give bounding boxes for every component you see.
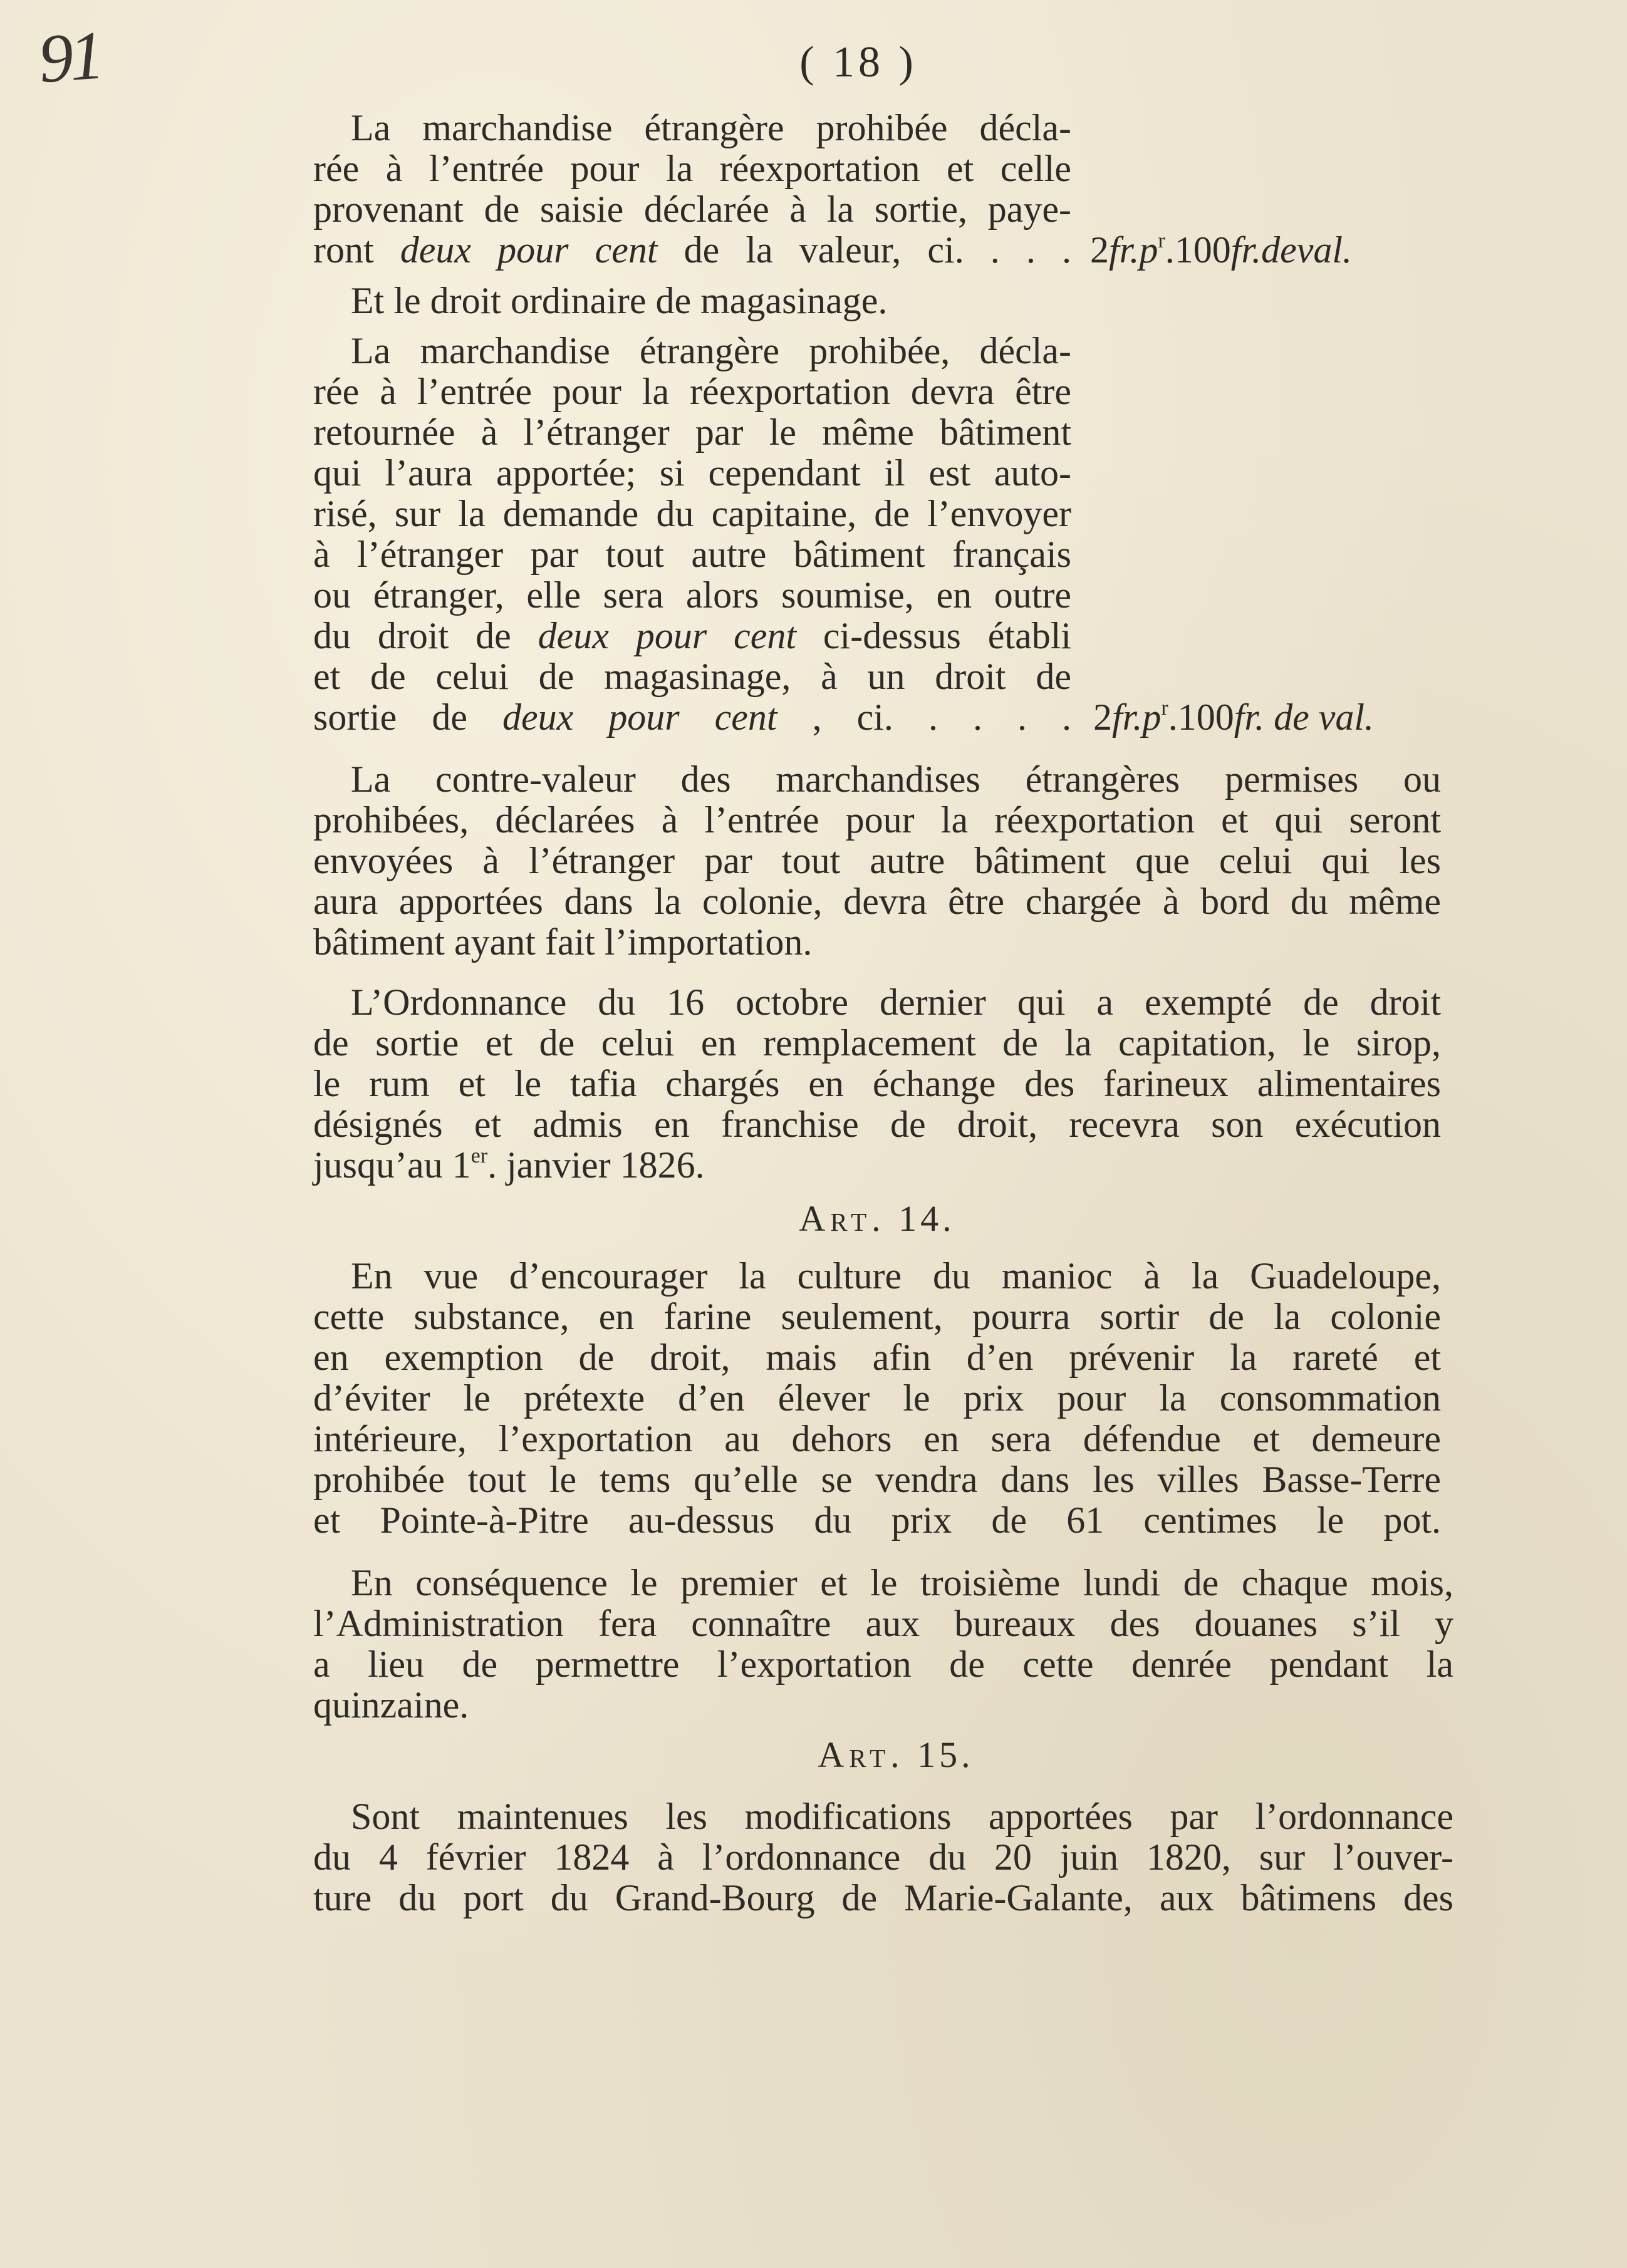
article-label: Art. — [818, 1734, 905, 1775]
paragraph-line: le rum et le tafia chargés en échange des farineux alimentaires — [313, 1063, 1441, 1104]
paragraph-line: ou étranger, elle sera alors soumise, en outre — [313, 574, 1071, 616]
rate-unit: fr. de val. — [1234, 696, 1375, 738]
text-segment: du droit de — [313, 615, 511, 656]
paragraph-line — [313, 616, 1071, 656]
article-label: Art. — [799, 1198, 886, 1239]
paragraph-line: désignés et admis en franchise de droit, recevra son exécution — [313, 1104, 1441, 1145]
article-number: 14. — [898, 1198, 955, 1239]
page-number: ( 18 ) — [799, 38, 917, 86]
paragraph-line: bâtiment ayant fait l’importation. — [313, 921, 813, 963]
text-segment: sortie de — [313, 696, 467, 738]
rate-unit: fr.p — [1112, 696, 1162, 738]
rate-value: 2 — [1090, 229, 1109, 271]
paragraph-6 — [313, 1256, 1441, 1541]
paragraph-5 — [313, 982, 1441, 1186]
paragraph-line: ture du port du Grand-Bourg de Marie-Galante, aux bâtimens des — [313, 1877, 1453, 1918]
paragraph-line: provenant de saisie déclarée à la sortie, paye- — [313, 189, 1071, 230]
paragraph-4 — [313, 759, 1441, 963]
text-segment: , ci. . . . . — [812, 696, 1072, 738]
paragraph-line: et de celui de magasinage, à un droit de — [313, 656, 1071, 697]
rate-superscript: r — [1158, 229, 1165, 252]
italic-text: deux pour cent — [538, 615, 796, 656]
text-segment: . janvier 1826. — [487, 1144, 705, 1186]
paragraph-line: En vue d’encourager la culture du manioc à la Guadeloupe, — [351, 1255, 1441, 1297]
text-segment: de la valeur, ci. . . . — [684, 229, 1072, 271]
paragraph-line: a lieu de permettre l’exportation de cette denrée pendant la — [313, 1644, 1453, 1685]
paragraph-line: de sortie et de celui en remplacement de la capitation, le sirop, — [313, 1022, 1441, 1064]
article-heading-14 — [752, 1198, 1002, 1240]
rate-value: 2 — [1093, 696, 1112, 738]
duty-rate-1 — [1090, 230, 1352, 271]
text-segment: ci-dessus établi — [823, 615, 1072, 656]
paragraph-line: cette substance, en farine seulement, pourra sortir de la colonie — [313, 1296, 1441, 1337]
paragraph-line: En conséquence le premier et le troisième lundi de chaque mois, — [351, 1562, 1453, 1603]
paragraph-line: retournée à l’étranger par le même bâtiment — [313, 412, 1071, 453]
text-superscript: er — [470, 1144, 488, 1168]
rate-amount: .100 — [1165, 229, 1231, 271]
paragraph-line — [313, 697, 1071, 738]
paragraph-line: qui l’aura apportée; si cependant il est auto- — [313, 452, 1071, 494]
paragraph-8 — [313, 1796, 1453, 1918]
duty-rate-2 — [1093, 697, 1374, 738]
paragraph-line: La marchandise étrangère prohibée, décla- — [351, 330, 1071, 371]
paragraph-line: envoyées à l’étranger par tout autre bâtiment que celui qui les — [313, 840, 1441, 881]
rate-superscript: r — [1161, 696, 1168, 720]
paragraph-line: du 4 février 1824 à l’ordonnance du 20 juin 1820, sur l’ouver- — [313, 1836, 1453, 1878]
paragraph-line: aura apportées dans la colonie, devra être chargée à bord du même — [313, 881, 1441, 922]
paragraph-1 — [313, 108, 1071, 271]
paragraph-line: Sont maintenues les modifications apportées par l’ordonnance — [351, 1796, 1453, 1837]
margin-handwritten-mark: 91 — [36, 16, 103, 98]
rate-unit: fr.p — [1109, 229, 1158, 271]
paragraph-line: et Pointe-à-Pitre au-dessus du prix de 61 centimes le pot. — [313, 1499, 1441, 1541]
paragraph-line — [313, 230, 1071, 271]
article-heading-15 — [771, 1734, 1021, 1776]
article-number: 15. — [917, 1734, 974, 1775]
text-segment: jusqu’au 1 — [313, 1144, 471, 1186]
paragraph-3 — [313, 331, 1071, 738]
text-segment: ront — [313, 229, 374, 271]
paragraph-line: risé, sur la demande du capitaine, de l’envoyer — [313, 493, 1071, 534]
paragraph-2: Et le droit ordinaire de magasinage. — [351, 280, 888, 321]
paragraph-line — [313, 1145, 1441, 1186]
paragraph-line: prohibées, déclarées à l’entrée pour la réexportation et qui seront — [313, 799, 1441, 841]
paragraph-line: prohibée tout le tems qu’elle se vendra dans les villes Basse-Terre — [313, 1459, 1441, 1500]
paragraph-line: en exemption de droit, mais afin d’en prévenir la rareté et — [313, 1337, 1441, 1378]
rate-amount: .100 — [1168, 696, 1234, 738]
paragraph-line: L’Ordonnance du 16 octobre dernier qui a exempté de droit — [351, 981, 1441, 1023]
paragraph-line: l’Administration fera connaître aux bureaux des douanes s’il y — [313, 1603, 1453, 1644]
paragraph-line: rée à l’entrée pour la réexportation devra être — [313, 371, 1071, 412]
paragraph-line: quinzaine. — [313, 1684, 469, 1726]
italic-text: deux pour cent — [400, 229, 658, 271]
paragraph-line: La contre-valeur des marchandises étrangères permises ou — [351, 759, 1441, 800]
paragraph-line: La marchandise étrangère prohibée décla- — [351, 107, 1071, 148]
paragraph-line: d’éviter le prétexte d’en élever le prix pour la consommation — [313, 1377, 1441, 1419]
paragraph-line: intérieure, l’exportation au dehors en sera défendue et demeure — [313, 1418, 1441, 1459]
paragraph-line: rée à l’entrée pour la réexportation et celle — [313, 148, 1071, 189]
rate-unit: fr.deval. — [1230, 229, 1353, 271]
paragraph-line: à l’étranger par tout autre bâtiment français — [313, 534, 1071, 575]
paragraph-7 — [313, 1563, 1453, 1726]
italic-text: deux pour cent — [502, 696, 777, 738]
